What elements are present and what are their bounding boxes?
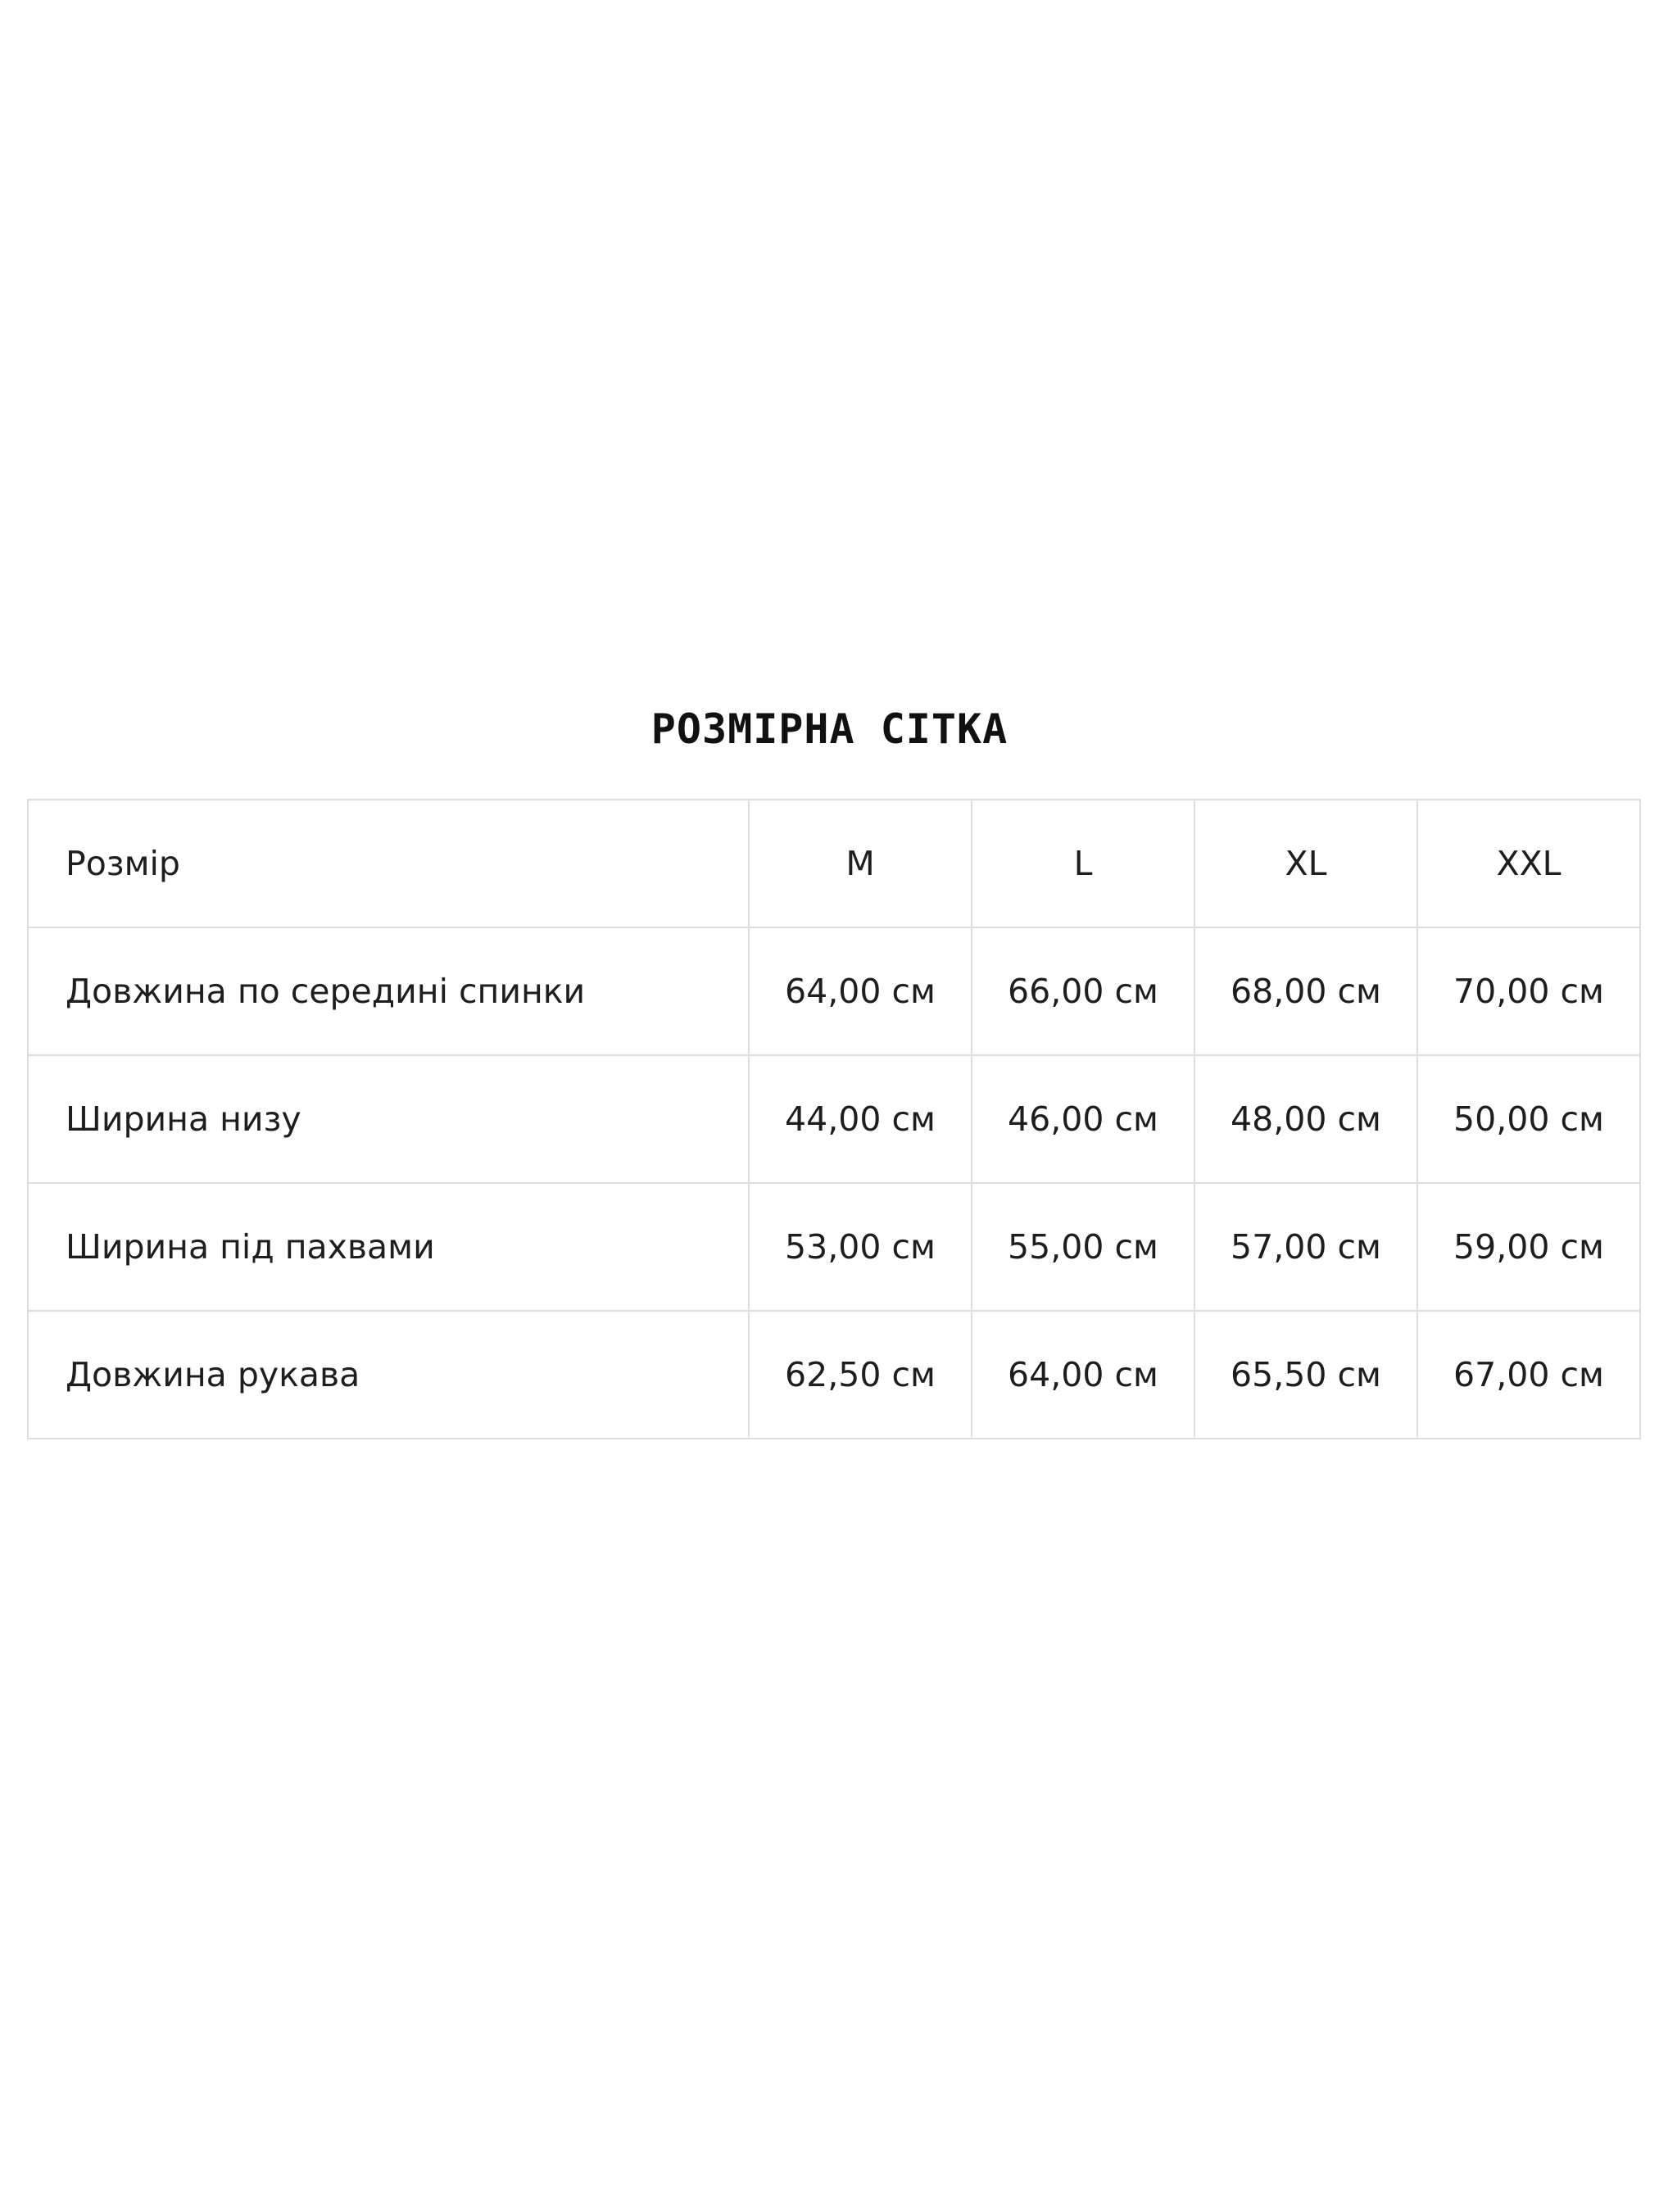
size-chart-table bbox=[27, 799, 1641, 1439]
table-cell: 66,00 см bbox=[972, 927, 1194, 1055]
table-cell: 48,00 см bbox=[1194, 1055, 1417, 1183]
table-cell: 59,00 см bbox=[1417, 1183, 1640, 1311]
table-cell: 68,00 см bbox=[1194, 927, 1417, 1055]
row-label: Ширина низу bbox=[28, 1055, 749, 1183]
table-cell: 64,00 см bbox=[972, 1311, 1194, 1439]
header-cell-m: M bbox=[749, 800, 972, 927]
table-cell: 44,00 см bbox=[749, 1055, 972, 1183]
table-cell: 53,00 см bbox=[749, 1183, 972, 1311]
table-cell: 46,00 см bbox=[972, 1055, 1194, 1183]
table-row bbox=[28, 1183, 1640, 1311]
row-label: Ширина під пахвами bbox=[28, 1183, 749, 1311]
table-cell: 70,00 см bbox=[1417, 927, 1640, 1055]
table-cell: 62,50 см bbox=[749, 1311, 972, 1439]
table-row bbox=[28, 927, 1640, 1055]
row-label: Довжина рукава bbox=[28, 1311, 749, 1439]
table-header-row bbox=[28, 800, 1640, 927]
header-cell-l: L bbox=[972, 800, 1194, 927]
table-cell: 64,00 см bbox=[749, 927, 972, 1055]
page-title: РОЗМІРНА СІТКА bbox=[650, 705, 1009, 753]
table-cell: 50,00 см bbox=[1417, 1055, 1640, 1183]
header-cell-xl: XL bbox=[1194, 800, 1417, 927]
table-row bbox=[28, 1055, 1640, 1183]
header-cell-size: Розмір bbox=[28, 800, 749, 927]
table-cell: 67,00 см bbox=[1417, 1311, 1640, 1439]
table-row bbox=[28, 1311, 1640, 1439]
table-cell: 65,50 см bbox=[1194, 1311, 1417, 1439]
table-cell: 55,00 см bbox=[972, 1183, 1194, 1311]
header-cell-xxl: XXL bbox=[1417, 800, 1640, 927]
table-cell: 57,00 см bbox=[1194, 1183, 1417, 1311]
row-label: Довжина по середині спинки bbox=[28, 927, 749, 1055]
